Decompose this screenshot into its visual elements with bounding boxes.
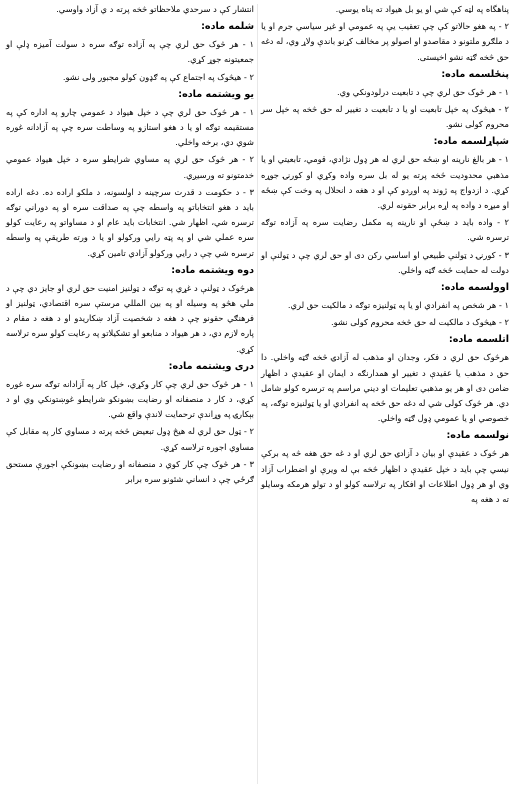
right-paragraph: ۲ - هیڅوک د مالکیت له حق څخه محروم کولی نشو. <box>330 317 509 328</box>
column-divider <box>257 4 258 784</box>
left-article-heading: یو ویشتمه ماده: <box>178 88 254 100</box>
right-text-column <box>261 2 509 787</box>
right-paragraph: ۳ - کورنۍ د ټولنې طبیعي او اساسي رکن دی او حق لري چې د ټولنې او دولت له حمایت څخه ګټه واخلي. <box>261 249 509 275</box>
right-paragraph: ۱ - هر څوک حق لري چې د تابعیت درلودونکي وي. <box>337 86 509 97</box>
left-article-heading: دری ویشتمه ماده: <box>168 360 254 372</box>
right-paragraph: ۲ - په هغو حالاتو کې چې تعقیب یې په عمومي او غیر سیاسي جرم او یا د ملګرو ملتونو د مقاصدو او اصولو پر مخالف کړنو باندې ولاړ وي، له دغه حق څخه ګټه نشو اخیستی. <box>261 21 509 62</box>
left-paragraph: ۳ - هر څوک چې کار کوي د منصفانه او رضایت بښونکې اجورې مستحق ګرځي چې د انساني شئونو سره برابر <box>6 458 254 485</box>
right-article-heading: شپاړلسمه ماده: <box>433 136 509 148</box>
right-article-heading: اتلسمه ماده: <box>448 334 509 346</box>
left-paragraph: ۱ - هر څوک حق لري چې کار وکړي، خپل کار په آزادانه توګه سره غوره کړي، د کار د منصفانه او رضایت بښونکو شرایطو غوښتونکي وي او د بېکارۍ په وړاندې ترحمایت لاندې واقع شي. <box>6 378 254 420</box>
left-text-column <box>6 2 254 787</box>
left-paragraph: ۱ - هر څوک حق لري چې د خپل هیواد د عمومي چارو په اداره کې په مستقیمه توګه او یا د هغو استازو په وساطت سره چې په آزادانه غوره شوي دي، برخه واخلي. <box>6 106 254 148</box>
left-paragraph: ۲ - ټول حق لري له هیڅ ډول تبعیض څخه پرته د مساوي کار په مقابل کې مساوي اجوره ترلاسه کړي. <box>6 426 254 452</box>
left-paragraph: ۱ - هر څوک حق لري چې په آزاده توګه سره د سولت آمیزه ډلې او جمعیتونه جوړ کړي. <box>6 39 254 65</box>
right-paragraph: ۱ - هر شخص په انفرادي او یا په ټولنیزه توګه د مالکیت حق لري. <box>287 300 509 311</box>
right-paragraph: ۲ - هیڅوک په خپل تابعیت او یا د تابعیت د تغییر له حق څخه په خپل سر محروم کولی نشو. <box>261 104 509 130</box>
right-article-heading: نولسمه ماده: <box>446 430 509 442</box>
right-paragraph: پناهگاه په لټه کې شي او یو بل هیواد ته پناه یوسي. <box>335 4 509 14</box>
left-paragraph: ۲ - هیڅوک په اجتماع کې په ګډون کولو مجبور ولی نشو. <box>62 71 254 82</box>
left-article-heading: شلمه ماده: <box>201 21 254 33</box>
right-paragraph: هرڅوک حق لري د فکر، وجدان او مذهب له آزادۍ څخه ګټه واخلي. دا حق د مذهب یا عقیدې د تغییر او همدارنګه د ایمان او عقیدې د اظهار ضامن دی او هر یو مذهبي تعلیمات او دیني مراسم په ترسره کولو شامل دي. هر څوک کولی شي له دغه حق څخه په انفرادي او یا ټولنیزه توګه، په خصوصي او یا عمومي ډول ګټه واخلي. <box>261 352 509 424</box>
right-paragraph: ۲ - واده باید د ښځې او نارینه په مکمل رضایت سره په آزاده توګه ترسره شي. <box>261 217 509 243</box>
right-paragraph: ۱ - هر بالغ نارینه او ښځه حق لري له هر ډول نژادي، قومي، تابعیتي او یا مذهبي محدودیت څخه پرته یو له بل سره واده وکړي او کورنۍ جوړه کړي. د ازدواج په ژوند په اوږدو کې او د هغه د انحلال په وخت کې ښځه او میړه د واده په اړه برابر حقونه لري. <box>261 154 509 211</box>
right-article-heading: اوولسمه ماده: <box>440 282 509 294</box>
left-paragraph: ۳ - د حکومت د قدرت سرچینه د اولسونه، د ملکو اراده ده. دغه اراده باید د هغو انتخاباتو په واسطه چې په صداقت سره او په دوراني توګه ترسره شي، اظهار شي. انتخابات باید عام او د مساواتو په رعایت کولو سره عملي شي او په پټه رایي ورکولو او یا د ورته طریقې په واسطه ترسره شي چې د رایي ورکولو آزادي تامین کړي. <box>6 186 254 258</box>
left-paragraph: ۲ - هر څوک حق لري په مساوي شرایطو سره د خپل هیواد عمومي خدمتونو ته ورسیږي. <box>6 154 254 180</box>
left-paragraph: هرڅوک د ټولنې د غړي په توګه د ټولنیز امنیت حق لري او جایز دي چې د ملي هڅو په وسیله او په بین المللي مرستې سره اقتصادي، ټولنیز او فرهنګي حقونو چې د هغه د شخصیت آزاد ښکاریدو او د هغه د مقام د پاره لازم دي، د هر هیواد د منابعو او تشکیلاتو په رعایت کولو سره ترلاسه کړي. <box>6 282 254 354</box>
left-paragraph: انتشار کې د سرحدي ملاحظاتو څخه پرته د ي آزاد واوسي. <box>56 4 254 14</box>
right-article-heading: پنځلسمه ماده: <box>441 68 509 80</box>
right-paragraph: هر څوک د عقیدې او بیان د آزادۍ حق لري او د غه حق هغه څه په برکې نیسي چې باید د خپل عقیدې د اظهار څخه بې له ویرې او اضطراب آزاد وي او هر ډول اطلاعات او افکار په ترلاسه کولو او د تولو هرمکه وسایلو ته د هغه په <box>261 448 509 505</box>
left-article-heading: دوه ویشتمه ماده: <box>171 264 254 276</box>
